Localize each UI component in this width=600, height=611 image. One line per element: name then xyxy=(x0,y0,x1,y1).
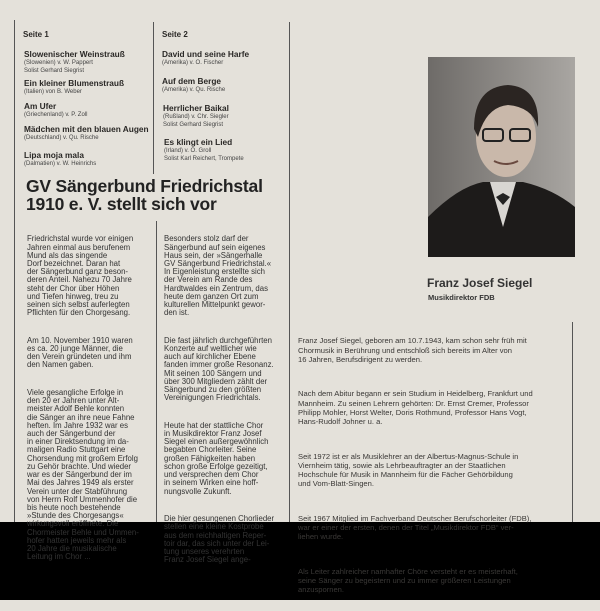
article-paragraph: Besonders stolz darf der Sängerbund auf sein eigenes Haus sein, der »Sängerhalle GV Sängerbund Friedrichstal.« In Eigenleistung erstellte sich der Verein am Rande des Hardtwaldes ein Zentrum, das heute dem ganzen Ort zum kulturellen Mittelpunkt gewor- den ist. xyxy=(164,234,272,318)
track-item xyxy=(162,76,297,94)
track-info: (Griechenland) v. P. Zoll xyxy=(24,112,88,118)
track-item xyxy=(24,49,159,75)
article-column-2 xyxy=(164,219,274,576)
track-item xyxy=(162,49,297,67)
track-item xyxy=(24,101,159,119)
track-title: Am Ufer xyxy=(24,101,57,111)
track-info: (Dalmatien) v. W. Heinrichs xyxy=(24,161,97,167)
side-1-label: Seite 1 xyxy=(23,30,49,39)
track-item xyxy=(164,137,299,163)
track-title: David und seine Harfe xyxy=(162,49,250,59)
bio-paragraph: Als Leiter zahlreicher namhafter Chöre versteht er es meisterhaft, seine Sänger zu begeistern und zu immer größeren Leistungen anzuspornen. xyxy=(298,566,518,595)
bio-paragraph: Nach dem Abitur begann er sein Studium in Heidelberg, Frankfurt und Mannheim. Zu seinen Lehrern gehörten: Dr. Ernst Cremer, Professor Philipp Mohler, Horst Welter, Doris Rothmund, Professor Hans Vogt, Hans-Rudolf Johner u. a. xyxy=(298,389,533,427)
left-panel-right-border xyxy=(289,22,290,522)
track-title: Ein kleiner Blumenstrauß xyxy=(24,78,125,88)
bio-paragraph: Seit 1972 ist er als Musiklehrer an der Albertus-Magnus-Schule in Viernheim tätig, sowie als Lehrbeauftragter an der Staatlichen Hochschule für Musik in Mannheim für die Fächer Gehörbildung und Vom-Blatt-Singen. xyxy=(298,451,519,489)
article-column-divider xyxy=(156,221,157,522)
side-2-label: Seite 2 xyxy=(162,30,188,39)
article-paragraph: Viele gesangliche Erfolge in den 20 er Jahren unter Alt- meister Adolf Behle konnten die Sänger an ihre neue Fahne heften. Im Jahre 1932 war es auch der Sängerbund der in einer Direktsendung im da- maligen Radio Stuttgart eine Chorsendung mit großem Erfolg zu Gehör brachte. Und wieder war es der Sängerbund der im Mai des Jahres 1949 als erster Verein unter der Stabführung von Herrn Rolf Ummenhofer die bis heute noch bestehende »Stunde des Chorgesangs« wirkungsvoll eröffnete. Die Chormeister Behle und Ummen- hofer hatten jeweils mehr als 20 Jahre die musikalische Leitung im Chor ... xyxy=(27,388,139,562)
track-info: (Amerika) v. O. Fischer xyxy=(162,60,224,66)
bio-paragraph: Franz Josef Siegel, geboren am 10.7.1943, kam schon sehr früh mit Chormusik in Berührung und entschloß sich bereits im Alter von 16 Jahren, Berufsdirigent zu werden. xyxy=(298,336,527,364)
track-info: (Italien) von B. Weber xyxy=(24,89,82,95)
portrait-photo xyxy=(428,57,575,257)
left-border-line xyxy=(14,20,15,522)
bio-name: Franz Josef Siegel xyxy=(427,276,533,290)
track-title: Mädchen mit den blauen Augen xyxy=(24,124,149,134)
track-info: (Amerika) v. Qu. Rische xyxy=(162,87,226,93)
bio-paragraph: Seit 1967 Mitglied im Fachverband Deutscher Berufschorleiter (FDB), war er einer der ersten, denen der Titel „Musikdirektor FDB“ ver- liehen wurde. xyxy=(298,513,532,542)
bio-title: Musikdirektor FDB xyxy=(428,293,495,302)
track-title: Slowenischer Weinstrauß xyxy=(24,49,125,59)
track-soloist: Solist Gerhard Siegrist xyxy=(163,122,224,128)
track-info: (Rußland) v. Chr. Siegler xyxy=(163,114,229,120)
track-info: (Irland) v. O. Groll xyxy=(164,148,212,154)
track-title: Herrlicher Baikal xyxy=(163,103,229,113)
track-title: Auf dem Berge xyxy=(162,76,222,86)
headline-line-2: 1910 e. V. stellt sich vor xyxy=(26,194,217,214)
article-paragraph: Die hier gesungenen Chorlieder stellen eine kleine Kostprobe aus dem reichhaltigen Reper- toir dar, das sich unter der Lei- tung unseres verehrten Franz Josef Siegel ange- xyxy=(164,514,275,565)
track-info: (Deutschland) v. Qu. Rische xyxy=(24,135,99,141)
track-title: Es klingt ein Lied xyxy=(164,137,233,147)
headline-line-1: GV Sängerbund Friedrichstal xyxy=(26,176,263,196)
article-paragraph: Am 10. November 1910 waren es ca. 20 junge Männer, die den Verein gründeten und ihm den Namen gaben. xyxy=(27,335,133,370)
article-paragraph: Die fast jährlich durchgeführten Konzerte auf weltlicher wie auch auf kirchlicher Ebene fanden immer große Resonanz. Mit seinen 100 Sängern und über 300 Mitgliedern zählt der Sängerbund zu den größten Vereinigungen Friedrichtals. xyxy=(164,335,274,403)
article-paragraph: Friedrichstal wurde vor einigen Jahren einmal aus berufenem Mund als das singende Dorf bezeichnet. Daran hat der Sängerbund ganz beson- deren Anteil. Nahezu 70 Jahre steht der Chor über Höhen und Tiefen hinweg, treu zu seinen sich selbst auferlegten Pflichten für den Chorgesang. xyxy=(27,234,134,318)
article-headline xyxy=(26,177,263,213)
bio-text xyxy=(298,318,533,611)
track-info: (Slowenien) v. W. Pappert xyxy=(24,60,93,66)
track-item xyxy=(163,103,298,129)
article-paragraph: Heute hat der stattliche Chor in Musikdirektor Franz Josef Siegel einen außergewöhnlich begabten Chorleiter. Seine großen Fähigkeiten haben schon große Erfolge gezeitigt, und versprechen dem Chor in seinem Wirken eine hoff- nungsvolle Zukunft. xyxy=(164,420,269,496)
track-item xyxy=(24,78,159,96)
track-title: Lipa moja mala xyxy=(24,150,84,160)
track-soloist: Solist Karl Reichert, Trompete xyxy=(164,156,244,162)
article-column-1 xyxy=(27,219,139,573)
track-item xyxy=(24,150,159,168)
track-soloist: Solist Gerhard Siegrist xyxy=(24,68,85,74)
track-item xyxy=(24,124,164,142)
bio-right-border xyxy=(572,322,573,522)
